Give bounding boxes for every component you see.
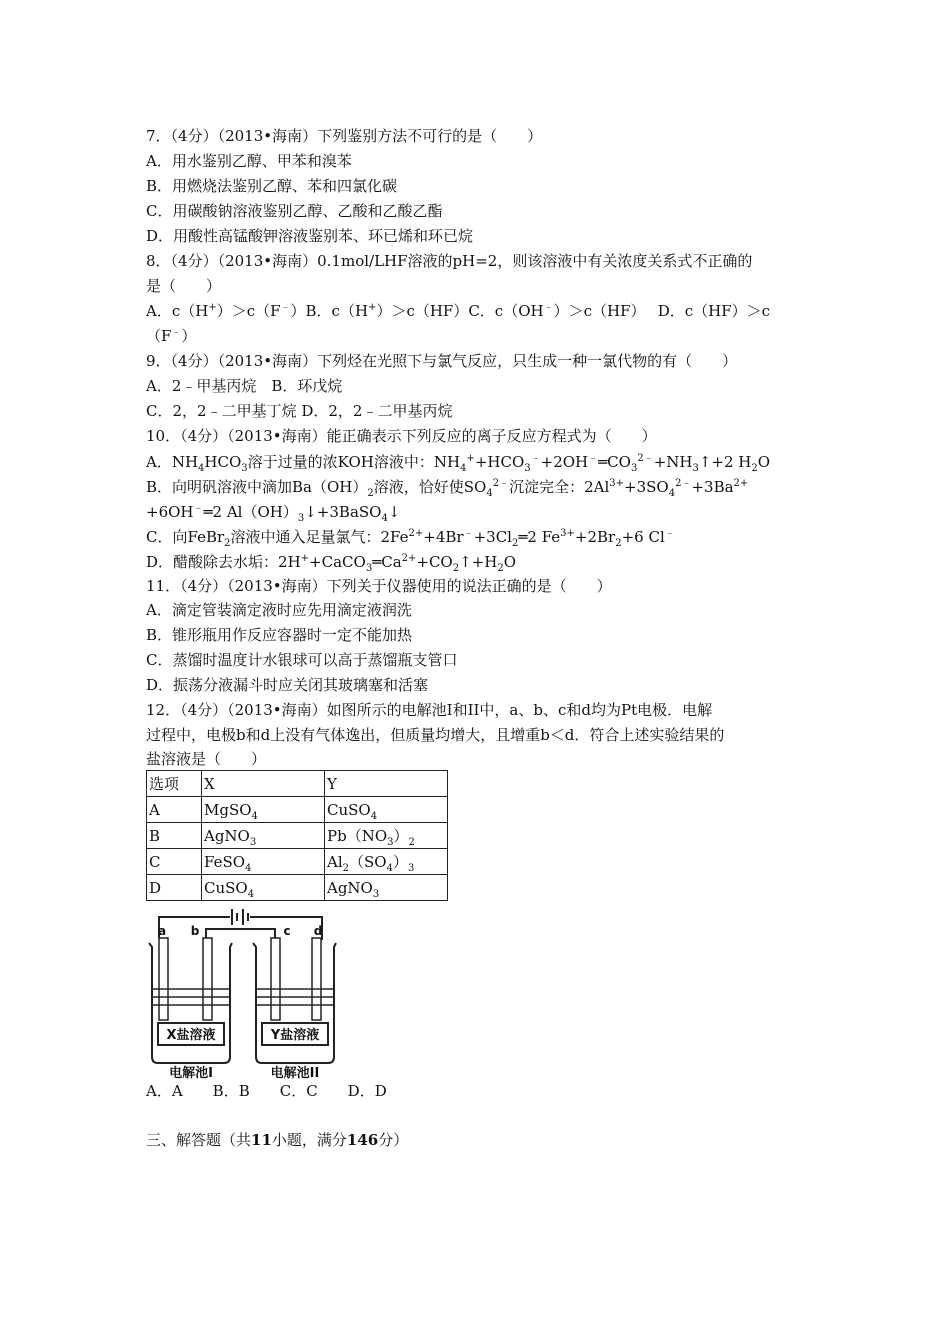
q10-option-b-line1: B．向明矾溶液中滴加$Ba(OH)_2$溶液，恰好使$SO_4^{2﹣}$沉淀完全：$2Al^{3+}+3SO_4^{2﹣}+3Ba^{2+}$ — [146, 478, 749, 499]
table-cell-y: $Al_2(SO_4)_3$ — [325, 849, 448, 875]
cell2-caption: 电解池II — [270, 1066, 320, 1080]
q12-stem-line1: 12．（4分）（2013•海南）如图所示的电解池I和II中，a、b、c和d均为Pt电极．电解 — [146, 701, 713, 719]
q11-option-c: C．蒸馏时温度计水银球可以高于蒸馏瓶支管口 — [146, 651, 458, 669]
table-header-cell: 选项 — [147, 771, 202, 797]
electrode-d — [312, 938, 321, 1020]
q11-option-b: B．锥形瓶用作反应容器时一定不能加热 — [146, 626, 413, 644]
cell2-solution-label: Y盐溶液 — [270, 1028, 320, 1043]
q9-stem: 9．（4分）（2013•海南）下列烃在光照下与氯气反应，只生成一种一氯代物的有（ ） — [146, 352, 738, 370]
electrode-label-d: d — [313, 924, 323, 938]
q9-options-ab: A．2﹣甲基丙烷 B．环戊烷 — [146, 377, 343, 395]
electrode-label-b: b — [190, 924, 200, 938]
q11-option-a: A．滴定管装滴定液时应先用滴定液润洗 — [146, 601, 412, 619]
q7-option-c: C．用碳酸钠溶液鉴别乙醇、乙酸和乙酸乙酯 — [146, 202, 443, 220]
q10-option-d: D．醋酸除去水垢：$2H^++CaCO_3═Ca^{2+}+CO_2↑+H_2O$ — [146, 553, 517, 574]
table-cell-y: AgNO$_3$ — [325, 875, 448, 901]
table-cell-x: MgSO$_4$ — [202, 797, 325, 823]
electrode-b — [203, 938, 212, 1020]
q9-options-cd: C．2，2﹣二甲基丁烷 D．2，2﹣二甲基丙烷 — [146, 402, 453, 420]
table-cell-x: AgNO$_3$ — [202, 823, 325, 849]
q8-stem-line2: 是（ ） — [146, 277, 222, 295]
table-row — [147, 875, 448, 901]
table-header-row — [147, 771, 448, 797]
electrode-label-a: a — [157, 924, 167, 938]
wire-b-c — [206, 929, 275, 938]
q8-stem-line1: 8．（4分）（2013•海南）0.1mol/LHF溶液的pH=2，则该溶液中有关浓度关系式不正确的 — [146, 252, 753, 270]
table-cell-y: $Pb(NO_3)_2$ — [325, 823, 448, 849]
table-cell-option: A — [147, 797, 202, 823]
table-header-cell: Y — [325, 771, 448, 797]
table-cell-option: B — [147, 823, 202, 849]
q12-stem-line3: 盐溶液是（ ） — [146, 750, 267, 768]
electrolysis-cells-figure — [146, 905, 346, 1080]
q7-stem: 7．（4分）（2013•海南）下列鉴别方法不可行的是（ ） — [146, 127, 543, 145]
section3-mid: 小题，满分 — [271, 1131, 347, 1149]
table-row — [147, 797, 448, 823]
table-cell-y: CuSO$_4$ — [325, 797, 448, 823]
section3-heading — [146, 1130, 408, 1150]
q12-stem-line2: 过程中，电极b和d上没有气体逸出，但质量均增大，且增重b＜d．符合上述实验结果的 — [146, 726, 725, 744]
electrode-label-c: c — [283, 924, 291, 938]
table-header-cell: X — [202, 771, 325, 797]
q7-option-d: D．用酸性高锰酸钾溶液鉴别苯、环已烯和环已烷 — [146, 227, 474, 245]
table-cell-x: CuSO$_4$ — [202, 875, 325, 901]
q7-option-a: A．用水鉴别乙醇、甲苯和溴苯 — [146, 152, 352, 170]
cell1-solution-label: X盐溶液 — [166, 1028, 216, 1043]
q12-options-table — [146, 770, 448, 901]
electrode-a — [159, 938, 168, 1020]
q10-option-c: C．向FeBr$_2$溶液中通入足量氯气：$2Fe^{2+}+4Br^﹣+3Cl_2═2$ $Fe^{3+}+2Br_2+6$ Cl﹣ — [146, 528, 675, 549]
q8-options-line1: A．c（H+）＞c（F﹣）B．c（H+）＞c（HF）C．c（OH﹣）＞c（HF） D．c（HF）＞c — [146, 302, 771, 320]
electrode-c — [271, 938, 280, 1020]
q11-stem: 11．（4分）（2013•海南）下列关于仪器使用的说法正确的是（ ） — [146, 577, 612, 595]
cell1-caption: 电解池I — [169, 1066, 213, 1080]
table-row — [147, 823, 448, 849]
q7-option-b: B．用燃烧法鉴别乙醇、苯和四氯化碳 — [146, 177, 398, 195]
table-cell-option: C — [147, 849, 202, 875]
table-cell-option: D — [147, 875, 202, 901]
section3-prefix: 三、解答题（共 — [146, 1131, 252, 1149]
section3-score: 146 — [346, 1131, 379, 1149]
section3-suffix: 分） — [378, 1131, 409, 1149]
q10-option-a: A．$NH_4HCO_3$溶于过量的浓KOH溶液中：$NH_4^++HCO_3^﹣+2OH^﹣═CO_3^{2﹣}+NH_3↑+2$ $H_2O$ — [146, 453, 771, 474]
q12-answer-options: A．A B．B C．C D．D — [146, 1082, 387, 1100]
table-row — [147, 849, 448, 875]
table-cell-x: FeSO$_4$ — [202, 849, 325, 875]
q10-stem: 10．（4分）（2013•海南）能正确表示下列反应的离子反应方程式为（ ） — [146, 427, 657, 445]
q10-option-b-line2: +6OH﹣═2 $Al(OH)_3↓+3BaSO_4↓$ — [146, 503, 401, 524]
q8-options-line2: （F﹣） — [146, 327, 197, 345]
q11-option-d: D．振荡分液漏斗时应关闭其玻璃塞和活塞 — [146, 676, 429, 694]
section3-count: 11 — [251, 1131, 272, 1149]
